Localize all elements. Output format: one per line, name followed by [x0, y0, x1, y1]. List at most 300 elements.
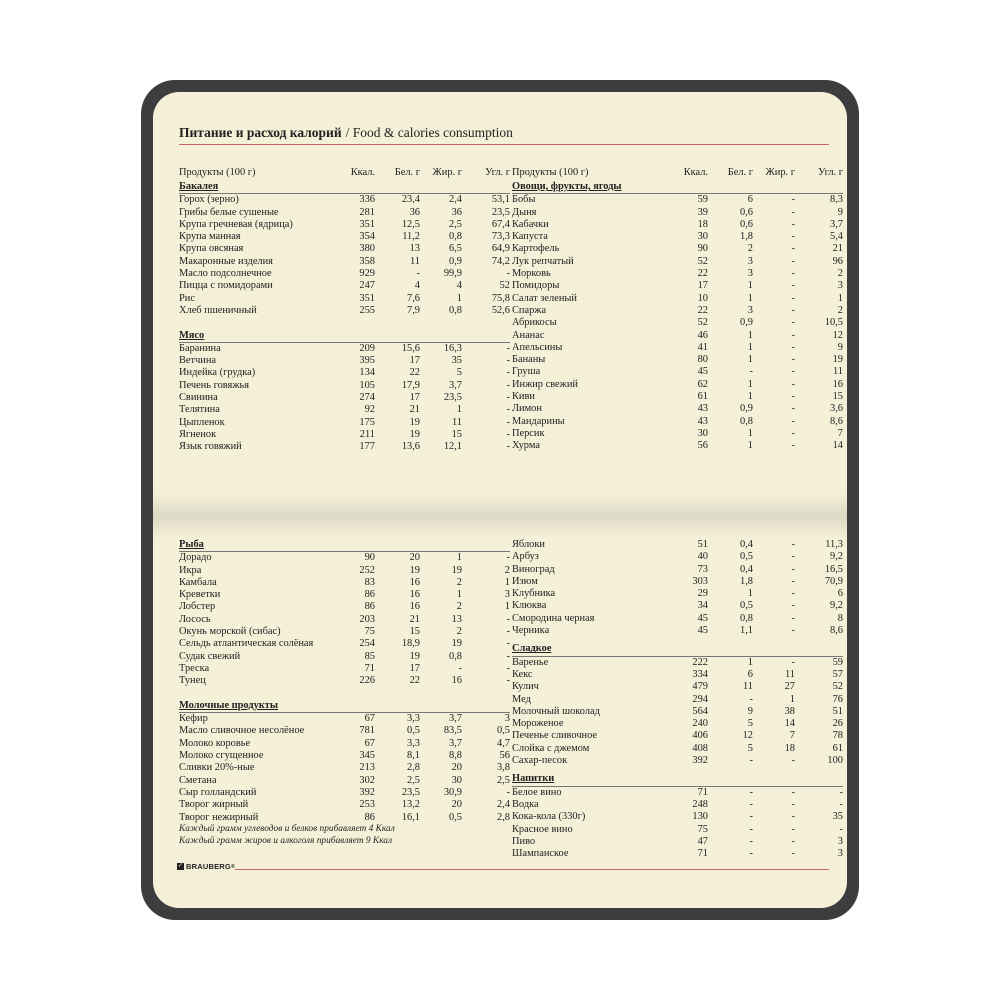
product-name: Крупа гречневая (ядрица): [179, 218, 293, 230]
nutrient-value: -: [791, 600, 795, 612]
product-name: Творог жирный: [179, 799, 249, 811]
nutrient-value: 61: [832, 742, 843, 754]
table-left-bottom: [179, 539, 510, 824]
nutrient-value: 12,5: [401, 218, 420, 230]
nutrient-value: 16: [832, 378, 843, 390]
nutrient-value: -: [506, 416, 510, 428]
nutrient-value: 23,5: [443, 392, 462, 404]
table-row: [512, 706, 843, 718]
product-name: Сметана: [179, 774, 217, 786]
nutrient-value: 76: [832, 693, 843, 705]
nutrient-value: 29: [697, 588, 708, 600]
nutrient-value: 564: [692, 705, 708, 717]
nutrient-value: 96: [832, 255, 843, 267]
nutrient-value: 302: [359, 774, 375, 786]
nutrient-value: 1: [747, 280, 753, 292]
nutrient-value: 1: [504, 576, 510, 588]
nutrient-value: -: [749, 693, 753, 705]
product-name: Камбала: [179, 576, 217, 588]
nutrient-value: 336: [359, 194, 375, 206]
nutrient-value: 16,1: [401, 811, 420, 823]
nutrient-value: 2: [504, 564, 510, 576]
title-ru: Питание и расход калорий: [179, 125, 342, 140]
table-row: [512, 848, 843, 860]
nutrient-value: 22: [409, 675, 420, 687]
nutrient-value: 39: [697, 206, 708, 218]
header-column: Угл. г: [818, 167, 843, 178]
nutrient-value: 73,3: [491, 231, 510, 243]
product-name: Тунец: [179, 675, 206, 687]
nutrient-value: 30: [697, 427, 708, 439]
section-title: Овощи, фрукты, ягоды: [512, 181, 843, 194]
nutrient-value: 47: [697, 835, 708, 847]
product-name: Сельдь атлантическая солёная: [179, 638, 314, 650]
nutrient-value: 86: [364, 811, 375, 823]
nutrient-value: 8,6: [830, 625, 843, 637]
nutrient-value: 16: [409, 601, 420, 613]
footnotes: [179, 824, 395, 847]
nutrient-value: 2,5: [449, 218, 462, 230]
nutrient-value: -: [791, 329, 795, 341]
nutrient-value: -: [791, 341, 795, 353]
table-row: [179, 638, 510, 650]
table-row: [179, 219, 510, 231]
table-row: [512, 243, 843, 255]
nutrient-value: 4: [414, 280, 420, 292]
table-row: [179, 392, 510, 404]
product-name: Водка: [512, 798, 539, 810]
nutrient-value: 14: [832, 440, 843, 452]
table-row: [179, 651, 510, 663]
product-name: Молоко сгущенное: [179, 750, 264, 762]
nutrient-value: 1: [747, 656, 753, 668]
nutrient-value: 23,4: [401, 194, 420, 206]
nutrient-value: 408: [692, 742, 708, 754]
nutrient-value: -: [791, 218, 795, 230]
nutrient-value: 3: [837, 848, 843, 860]
nutrient-value: 86: [364, 601, 375, 613]
nutrient-value: -: [791, 823, 795, 835]
nutrient-value: 247: [359, 280, 375, 292]
nutrient-value: 15: [451, 428, 462, 440]
product-name: Кока-кола (330г): [512, 811, 586, 823]
nutrient-value: 67,4: [491, 218, 510, 230]
product-name: Яблоки: [512, 539, 545, 550]
nutrient-value: 2,8: [407, 762, 420, 774]
product-name: Ягненок: [179, 428, 217, 440]
nutrient-value: 5: [747, 718, 753, 730]
nutrient-value: 19: [409, 564, 420, 576]
product-name: Хурма: [512, 440, 540, 452]
section-title: Молочные продукты: [179, 700, 510, 713]
nutrient-value: 56: [499, 750, 510, 762]
table-row: [512, 268, 843, 280]
nutrient-value: 6: [747, 194, 753, 206]
product-name: Мороженое: [512, 718, 564, 730]
nutrient-value: 2: [456, 576, 462, 588]
nutrient-value: 52: [697, 317, 708, 329]
nutrient-value: -: [506, 441, 510, 453]
nutrient-value: 8: [837, 612, 843, 624]
table-row: [179, 589, 510, 601]
table-right-top: [512, 167, 843, 453]
nutrient-value: -: [791, 848, 795, 860]
nutrient-value: 73: [697, 563, 708, 575]
nutrient-value: 16: [409, 589, 420, 601]
table-row: [512, 207, 843, 219]
nutrient-value: 16: [451, 675, 462, 687]
product-name: Масло сливочное несолёное: [179, 725, 305, 737]
nutrient-value: 13,2: [401, 799, 420, 811]
section-gap: [179, 688, 510, 700]
product-name: Творог нежирный: [179, 811, 259, 823]
nutrient-value: 0,6: [740, 206, 753, 218]
nutrient-value: -: [791, 427, 795, 439]
nutrient-value: -: [749, 848, 753, 860]
table-row: [179, 293, 510, 305]
product-name: Спаржа: [512, 304, 547, 316]
nutrient-value: 17: [409, 662, 420, 674]
table-row: [179, 280, 510, 292]
table-row: [179, 343, 510, 355]
nutrient-value: -: [791, 588, 795, 600]
nutrient-value: 15: [832, 391, 843, 403]
nutrient-value: -: [791, 811, 795, 823]
nutrient-value: -: [506, 404, 510, 416]
nutrient-value: 52,6: [491, 304, 510, 316]
product-name: Лобстер: [179, 601, 216, 613]
nutrient-value: 1: [456, 589, 462, 601]
product-name: Ананас: [512, 329, 545, 341]
nutrient-value: 209: [359, 342, 375, 354]
table-row: [512, 576, 843, 588]
product-name: Масло подсолнечное: [179, 268, 272, 280]
nutrient-value: 30,9: [443, 786, 462, 798]
nutrient-value: 90: [697, 243, 708, 255]
nutrient-value: 36: [409, 206, 420, 218]
header-column: Жир. г: [432, 167, 462, 178]
product-name: Арбуз: [512, 551, 539, 563]
product-name: Апельсины: [512, 341, 563, 353]
nutrient-value: 9,2: [830, 551, 843, 563]
product-name: Бобы: [512, 194, 536, 206]
nutrient-value: 2: [456, 626, 462, 638]
table-row: [512, 317, 843, 329]
nutrient-value: 226: [359, 675, 375, 687]
nutrient-value: 3,7: [449, 713, 462, 725]
nutrient-value: 19: [409, 428, 420, 440]
nutrient-value: 11,2: [402, 231, 420, 243]
nutrient-value: 86: [364, 589, 375, 601]
nutrient-value: -: [506, 342, 510, 354]
table-row: [512, 551, 843, 563]
nutrient-value: 35: [451, 355, 462, 367]
nutrient-value: 85: [364, 650, 375, 662]
nutrient-value: 254: [359, 638, 375, 650]
table-row: [512, 613, 843, 625]
nutrient-value: 64,9: [491, 243, 510, 255]
nutrient-value: 83: [364, 576, 375, 588]
nutrient-value: 75,8: [491, 292, 510, 304]
nutrient-value: 3: [837, 280, 843, 292]
nutrient-value: 38: [784, 705, 795, 717]
nutrient-value: -: [839, 798, 843, 810]
nutrient-value: -: [791, 625, 795, 637]
table-row: [179, 812, 510, 824]
product-name: Клюква: [512, 600, 547, 612]
nutrient-value: 175: [359, 416, 375, 428]
product-name: Кулич: [512, 681, 539, 693]
nutrient-value: 1: [747, 354, 753, 366]
nutrient-value: 52: [832, 681, 843, 693]
nutrient-value: 2: [837, 268, 843, 280]
nutrient-value: 1: [747, 292, 753, 304]
product-name: Бананы: [512, 354, 546, 366]
nutrient-value: 1: [747, 378, 753, 390]
product-name: Окунь морской (сибас): [179, 626, 281, 638]
nutrient-value: 1,1: [740, 625, 753, 637]
product-name: Черника: [512, 625, 550, 637]
nutrient-value: 9: [747, 705, 753, 717]
nutrient-value: -: [506, 638, 510, 650]
nutrient-value: 8,6: [830, 415, 843, 427]
section-title: Мясо: [179, 330, 510, 343]
table-row: [179, 268, 510, 280]
nutrient-value: 74,2: [491, 255, 510, 267]
table-row: [512, 799, 843, 811]
product-name: Креветки: [179, 589, 221, 601]
nutrient-value: -: [506, 367, 510, 379]
nutrient-value: 34: [697, 600, 708, 612]
nutrient-value: 0,8: [740, 415, 753, 427]
nutrient-value: 8,1: [407, 750, 420, 762]
nutrient-value: 213: [359, 762, 375, 774]
table-row: [179, 750, 510, 762]
nutrient-value: 211: [359, 428, 375, 440]
table-row: [512, 293, 843, 305]
product-name: Картофель: [512, 243, 560, 255]
nutrient-value: 14: [784, 718, 795, 730]
product-name: Лосось: [179, 613, 211, 625]
nutrient-value: 99,9: [443, 268, 462, 280]
nutrient-value: -: [791, 440, 795, 452]
nutrient-value: -: [749, 823, 753, 835]
nutrient-value: 16,5: [824, 563, 843, 575]
table-row: [512, 194, 843, 206]
product-name: Икра: [179, 564, 202, 576]
nutrient-value: -: [506, 552, 510, 564]
nutrient-value: 46: [697, 329, 708, 341]
nutrient-value: 17: [409, 355, 420, 367]
table-row: [179, 207, 510, 219]
nutrient-value: -: [791, 231, 795, 243]
nutrient-value: 248: [692, 798, 708, 810]
nutrient-value: 12,1: [443, 441, 462, 453]
nutrient-value: 19: [409, 650, 420, 662]
nutrient-value: 3,7: [449, 737, 462, 749]
nutrient-value: 0,4: [740, 539, 753, 550]
table-row: [512, 219, 843, 231]
nutrient-value: 61: [697, 391, 708, 403]
table-row: [179, 762, 510, 774]
product-name: Телятина: [179, 404, 220, 416]
table-row: [179, 194, 510, 206]
section-title: Бакалея: [179, 181, 510, 194]
title-rule: [179, 144, 829, 145]
nutrient-value: 6: [837, 588, 843, 600]
nutrient-value: 20: [409, 552, 420, 564]
nutrient-value: 17: [409, 392, 420, 404]
nutrient-value: 2,5: [407, 774, 420, 786]
nutrient-value: -: [506, 786, 510, 798]
nutrient-value: 0,8: [449, 304, 462, 316]
product-name: Рис: [179, 292, 195, 304]
table-row: [512, 354, 843, 366]
nutrient-value: 134: [359, 367, 375, 379]
nutrient-value: 1: [456, 404, 462, 416]
nutrient-value: 18,9: [401, 638, 420, 650]
nutrient-value: -: [791, 415, 795, 427]
product-name: Молочный шоколад: [512, 705, 600, 717]
nutrient-value: 1: [747, 440, 753, 452]
nutrient-value: -: [506, 613, 510, 625]
nutrient-value: 358: [359, 255, 375, 267]
nutrient-value: 2: [747, 243, 753, 255]
table-row: [179, 614, 510, 626]
table-row: [179, 231, 510, 243]
product-name: Помидоры: [512, 280, 560, 292]
table-row: [179, 417, 510, 429]
table-row: [512, 342, 843, 354]
nutrient-value: 0,9: [740, 403, 753, 415]
nutrient-value: 45: [697, 612, 708, 624]
nutrient-value: 1: [747, 588, 753, 600]
nutrient-value: 13: [451, 613, 462, 625]
brand-name: BRAUBERG: [186, 862, 231, 871]
table-row: [512, 280, 843, 292]
product-name: Морковь: [512, 268, 551, 280]
nutrient-value: 1,8: [740, 575, 753, 587]
nutrient-value: -: [458, 662, 462, 674]
nutrient-value: 43: [697, 415, 708, 427]
product-name: Смородина черная: [512, 612, 595, 624]
table-row: [512, 403, 843, 415]
nutrient-value: 11: [409, 255, 420, 267]
nutrient-value: 21: [409, 613, 420, 625]
header-product: Продукты (100 г): [512, 167, 589, 178]
nutrient-value: 3,6: [830, 403, 843, 415]
nutrient-value: -: [749, 786, 753, 798]
nutrient-value: 0,9: [449, 255, 462, 267]
product-name: Грибы белые сушеные: [179, 206, 279, 218]
section-title: Рыба: [179, 539, 510, 552]
nutrient-value: -: [749, 835, 753, 847]
product-name: Виноград: [512, 563, 555, 575]
product-name: Молоко коровье: [179, 737, 251, 749]
nutrient-value: 18: [697, 218, 708, 230]
nutrient-value: 406: [692, 730, 708, 742]
nutrient-value: 19: [451, 564, 462, 576]
nutrient-value: 0,5: [407, 725, 420, 737]
product-name: Сахар-песок: [512, 755, 568, 767]
nutrient-value: 3,3: [407, 713, 420, 725]
nutrient-value: -: [791, 255, 795, 267]
nutrient-value: -: [791, 403, 795, 415]
nutrient-value: 303: [692, 575, 708, 587]
nutrient-value: -: [506, 392, 510, 404]
table-row: [179, 305, 510, 317]
table-row: [512, 824, 843, 836]
nutrient-value: 1: [504, 601, 510, 613]
product-name: Пицца с помидорами: [179, 280, 273, 292]
table-row: [179, 775, 510, 787]
nutrient-value: 274: [359, 392, 375, 404]
table-row: [512, 440, 843, 452]
table-row: [179, 799, 510, 811]
nutrient-value: 67: [364, 737, 375, 749]
table-row: [179, 713, 510, 725]
nutrient-value: 4: [456, 280, 462, 292]
nutrient-value: 0,8: [449, 231, 462, 243]
nutrient-value: 0,5: [740, 551, 753, 563]
footer-rule: [235, 869, 829, 870]
nutrient-value: 3,3: [407, 737, 420, 749]
nutrient-value: 1: [456, 552, 462, 564]
nutrient-value: 281: [359, 206, 375, 218]
nutrient-value: 90: [364, 552, 375, 564]
nutrient-value: 78: [832, 730, 843, 742]
nutrient-value: -: [791, 366, 795, 378]
nutrient-value: 11: [832, 366, 843, 378]
nutrient-value: 35: [832, 811, 843, 823]
table-row: [512, 256, 843, 268]
table-row: [512, 669, 843, 681]
nutrient-value: 5: [456, 367, 462, 379]
nutrient-value: -: [791, 280, 795, 292]
table-row: [179, 243, 510, 255]
product-name: Свинина: [179, 392, 218, 404]
nutrient-value: 7,9: [407, 304, 420, 316]
nutrient-value: -: [791, 551, 795, 563]
nutrient-value: 16,3: [443, 342, 462, 354]
nutrient-value: -: [791, 786, 795, 798]
nutrient-value: 45: [697, 625, 708, 637]
table-row: [512, 811, 843, 823]
nutrient-value: 56: [697, 440, 708, 452]
nutrient-value: 3: [747, 268, 753, 280]
product-name: Белое вино: [512, 786, 562, 798]
nutrient-value: 11: [451, 416, 462, 428]
product-name: Персик: [512, 427, 545, 439]
nutrient-value: 22: [697, 268, 708, 280]
nutrient-value: 13,6: [401, 441, 420, 453]
nutrient-value: -: [791, 304, 795, 316]
nutrient-value: -: [791, 539, 795, 550]
nutrient-value: 130: [692, 811, 708, 823]
nutrient-value: 20: [451, 799, 462, 811]
header-column: Ккал.: [350, 167, 375, 178]
nutrient-value: 3: [747, 255, 753, 267]
nutrient-value: 20: [451, 762, 462, 774]
nutrient-value: 59: [832, 656, 843, 668]
nutrient-value: 17: [697, 280, 708, 292]
nutrient-value: 41: [697, 341, 708, 353]
product-name: Крупа овсяная: [179, 243, 244, 255]
nutrient-value: 351: [359, 292, 375, 304]
product-name: Варенье: [512, 656, 549, 668]
nutrient-value: 479: [692, 681, 708, 693]
nutrient-value: -: [839, 786, 843, 798]
